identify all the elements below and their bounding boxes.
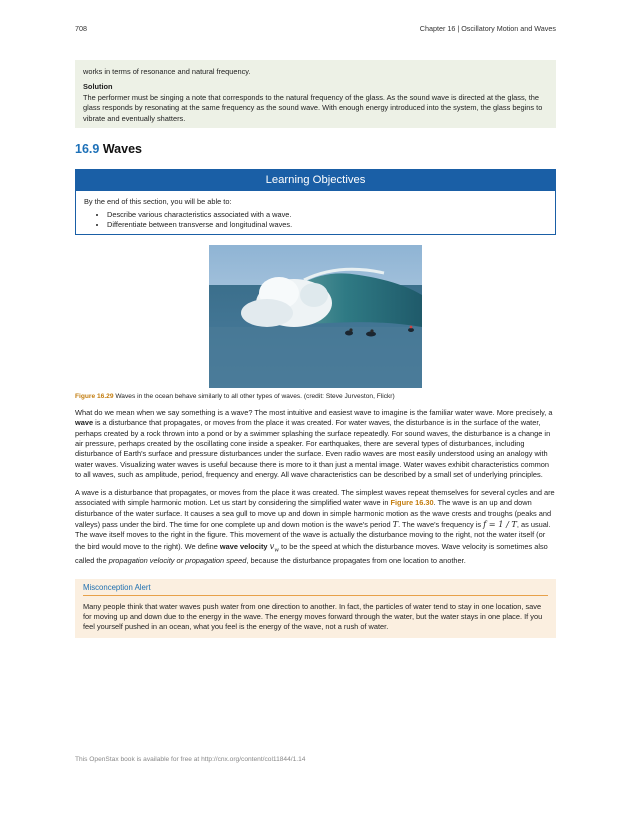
page-content xyxy=(75,60,556,638)
math-period: T xyxy=(392,519,399,529)
learning-objectives-intro: By the end of this section, you will be able to: xyxy=(84,197,232,207)
learning-objectives-body xyxy=(76,191,555,234)
paragraph-text: . The wave is an up and down disturbance of the water surface. It causes a sea gull to move up and down in simple harmonic motion as the wave crests and troughs (peaks and valleys) pass under the bird. The time for one complete up and down motion is the wave's period xyxy=(75,498,552,529)
paragraph-text: , as usual. The wave itself moves to the right in the figure. This movement of the wave is actually the disturbance moving to the right, not the water itself (or the bird would move to the right). We define xyxy=(75,520,551,551)
learning-objectives-box xyxy=(75,169,556,235)
figure-link[interactable]: Figure 16.30 xyxy=(390,498,434,508)
paragraph-text: to be the speed at which the disturbance moves. Wave velocity is sometimes also called the xyxy=(75,541,548,565)
section-name: Waves xyxy=(102,142,142,157)
solution-text: The performer must be singing a note that corresponds to the natural frequency of the glass. As the sound wave is directed at the glass, the glass responds by resonating at the same frequency as the sound wave. With enough energy introduced into the system, the glass begins to vibrate and eventually shatters. xyxy=(83,92,543,123)
objective-item: • Differentiate between transverse and longitudinal waves. xyxy=(107,220,547,230)
paragraph-text: , because the disturbance propagates from one location to another. xyxy=(246,555,466,565)
learning-objectives-heading: Learning Objectives xyxy=(76,170,555,191)
footer-note: This OpenStax book is available for free at http://cnx.org/content/col11844/1.14 xyxy=(75,756,306,763)
math-frequency: f = 1 / T xyxy=(483,519,517,529)
misconception-heading: Misconception Alert xyxy=(83,583,548,596)
page-number: 708 xyxy=(75,24,87,33)
solution-label: Solution xyxy=(83,82,113,92)
objective-item: • Describe various characteristics associated with a wave. xyxy=(107,210,547,220)
math-wave-velocity xyxy=(269,540,279,554)
paragraph-text: . The wave's frequency is xyxy=(398,520,484,529)
example-intro: works in terms of resonance and natural frequency. xyxy=(83,67,251,76)
section-title xyxy=(75,142,556,156)
example-box xyxy=(75,60,556,128)
ocean-wave-photo xyxy=(209,245,422,388)
term-wave-velocity: wave velocity xyxy=(219,541,268,551)
paragraph-wave-intro xyxy=(75,408,556,480)
section-number: 16.9 xyxy=(75,142,100,157)
paragraph-wave-period xyxy=(75,488,556,566)
figure-caption xyxy=(75,393,556,400)
misconception-text: Many people think that water waves push water from one direction to another. In fact, the particles of water tend to stay in one location, save for moving up and down due to the energy in the wave. The energy moves forward through the water, but the water stays in one place. If you feel yourself pushed in an ocean, what you feel is the energy of the wave, not a rush of water. xyxy=(83,601,543,632)
math-subscript: w xyxy=(274,547,279,554)
figure-label: Figure 16.29 xyxy=(75,393,114,401)
learning-objectives-list xyxy=(84,210,547,230)
chapter-header: Chapter 16 | Oscillatory Motion and Waves xyxy=(419,24,556,33)
misconception-box xyxy=(75,579,556,639)
italic-text: propagation velocity or propagation speed xyxy=(108,555,247,565)
math-v: v xyxy=(269,540,275,551)
paragraph-text: A wave is a disturbance that propagates, or moves from the place it was created. The simplest waves repeat themselves for several cycles and are associated with simple harmonic motion. Let us start by considering the simplified water wave in xyxy=(75,488,555,508)
paragraph-text: What do we mean when we say something is a wave? The most intuitive and easiest wave to imagine is the familiar water wave. More precisely, a xyxy=(75,408,553,418)
paragraph-text: is a disturbance that propagates, or moves from the place it was created. For water waves, the disturbance is in the surface of the water, perhaps created by a rock thrown into a pond or by a swimmer splashing the surface repeatedly. For sound waves, the disturbance is a change in air pressure, perhaps created by the oscillating cone inside a speaker. For earthquakes, there are several types of disturbances, including disturbance of Earth's surface and pressure disturbances under the surface. Even radio waves are most easily understood using an analogy with water waves. Visualizing water waves is useful because there is more to it than just a mental image. Water waves exhibit characteristics common to all waves, such as amplitude, period, frequency and energy. All wave characteristics can be described by a small set of underlying principles. xyxy=(75,418,551,479)
term-wave: wave xyxy=(75,418,94,428)
figure-caption-text: Waves in the ocean behave similarly to all other types of waves. (credit: Steve Jurveston, Flickr) xyxy=(115,393,395,401)
